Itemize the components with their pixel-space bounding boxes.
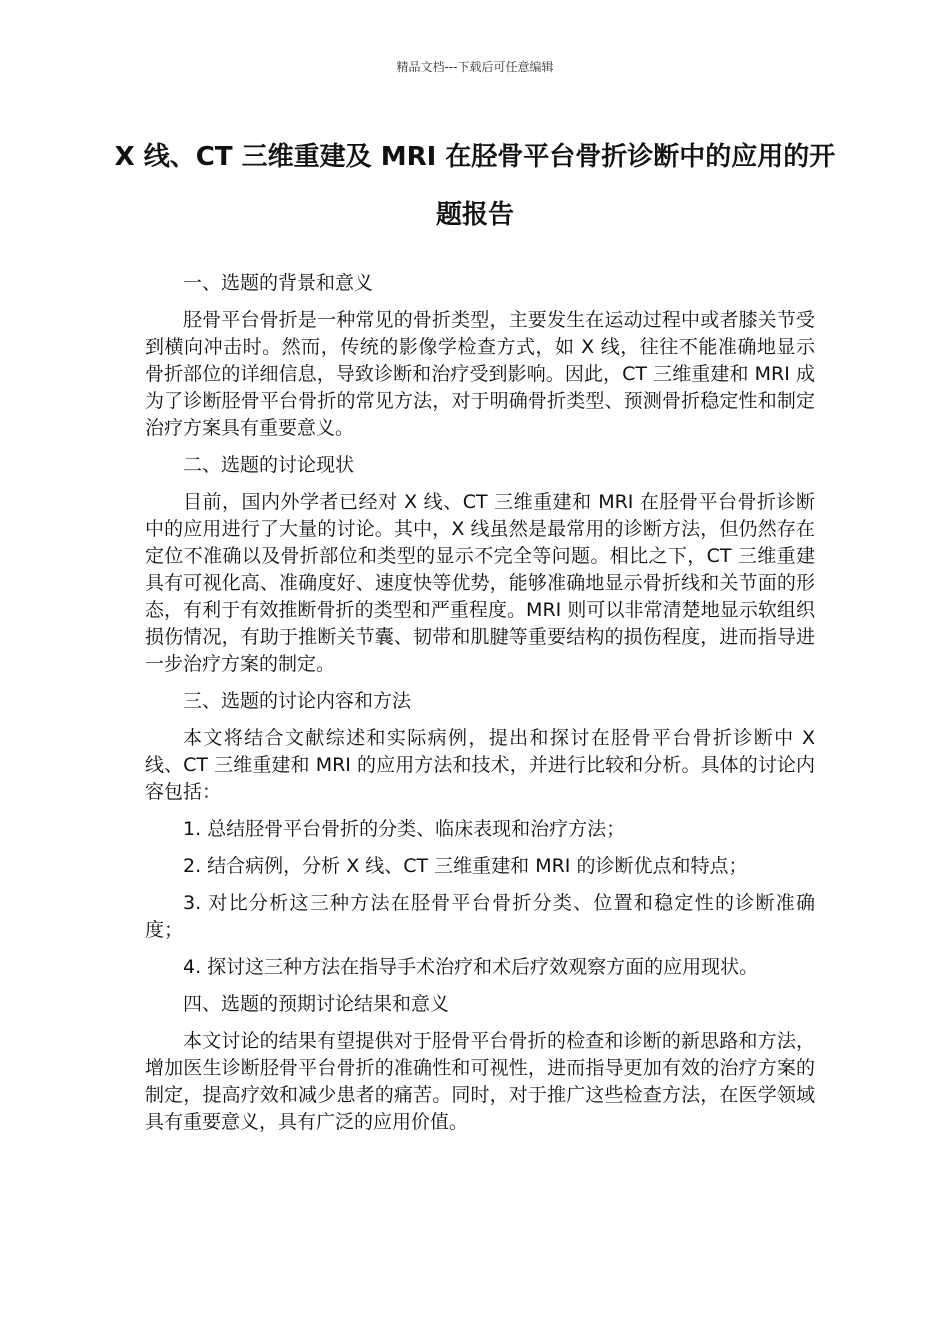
document-title: X 线、CT 三维重建及 MRI 在胫骨平台骨折诊断中的应用的开题报告 (114, 142, 836, 230)
section-heading-background: 一、选题的背景和意义 (183, 272, 374, 294)
document-body (145, 270, 815, 1146)
list-item-4: 4. 探讨这三种方法在指导手术治疗和术后疗效观察方面的应用现状。 (183, 956, 759, 978)
list-item-2: 2. 结合病例，分析 X 线、CT 三维重建和 MRI 的诊断优点和特点； (183, 855, 748, 877)
section-heading-status: 二、选题的讨论现状 (183, 454, 355, 476)
header-note: 精品文档---下载后可任意编辑 (396, 60, 554, 74)
section-heading-content-methods: 三、选题的讨论内容和方法 (183, 690, 412, 712)
paragraph-expected-results: 本文讨论的结果有望提供对于胫骨平台骨折的检查和诊断的新思路和方法，增加医生诊断胫骨平台骨折的准确性和可视性，进而指导更加有效的治疗方案的制定，提高疗效和减少患者的痛苦。同时，对于推广这些检查方法，在医学领域具有重要意义，具有广泛的应用价值。 (145, 1030, 815, 1133)
list-item-1: 1. 总结胫骨平台骨折的分类、临床表现和治疗方法； (183, 818, 626, 840)
list-item-3: 3. 对比分析这三种方法在胫骨平台骨折分类、位置和稳定性的诊断准确度； (145, 892, 815, 941)
paragraph-status: 目前，国内外学者已经对 X 线、CT 三维重建和 MRI 在胫骨平台骨折诊断中的应用进行了大量的讨论。其中，X 线虽然是最常用的诊断方法，但仍然存在定位不准确以及骨折部位和类型的显示不完全等问题。相比之下，CT 三维重建具有可视化高、准确度好、速度快等优势，能够准确地显示骨折线和关节面的形态，有利于有效推断骨折的类型和严重程度。MRI 则可以非常清楚地显示软组织损伤情况，有助于推断关节囊、韧带和肌腱等重要结构的损伤程度，进而指导进一步治疗方案的制定。 (145, 491, 815, 675)
section-heading-expected-results: 四、选题的预期讨论结果和意义 (183, 993, 450, 1015)
paragraph-background: 胫骨平台骨折是一种常见的骨折类型，主要发生在运动过程中或者膝关节受到横向冲击时。然而，传统的影像学检查方式，如 X 线，往往不能准确地显示骨折部位的详细信息，导致诊断和治疗受到影响。因此，CT 三维重建和 MRI 成为了诊断胫骨平台骨折的常见方法，对于明确骨折类型、预测骨折稳定性和制定治疗方案具有重要意义。 (145, 309, 815, 439)
paragraph-content-methods: 本文将结合文献综述和实际病例，提出和探讨在胫骨平台骨折诊断中 X 线、CT 三维重建和 MRI 的应用方法和技术，并进行比较和分析。具体的讨论内容包括： (145, 727, 815, 803)
